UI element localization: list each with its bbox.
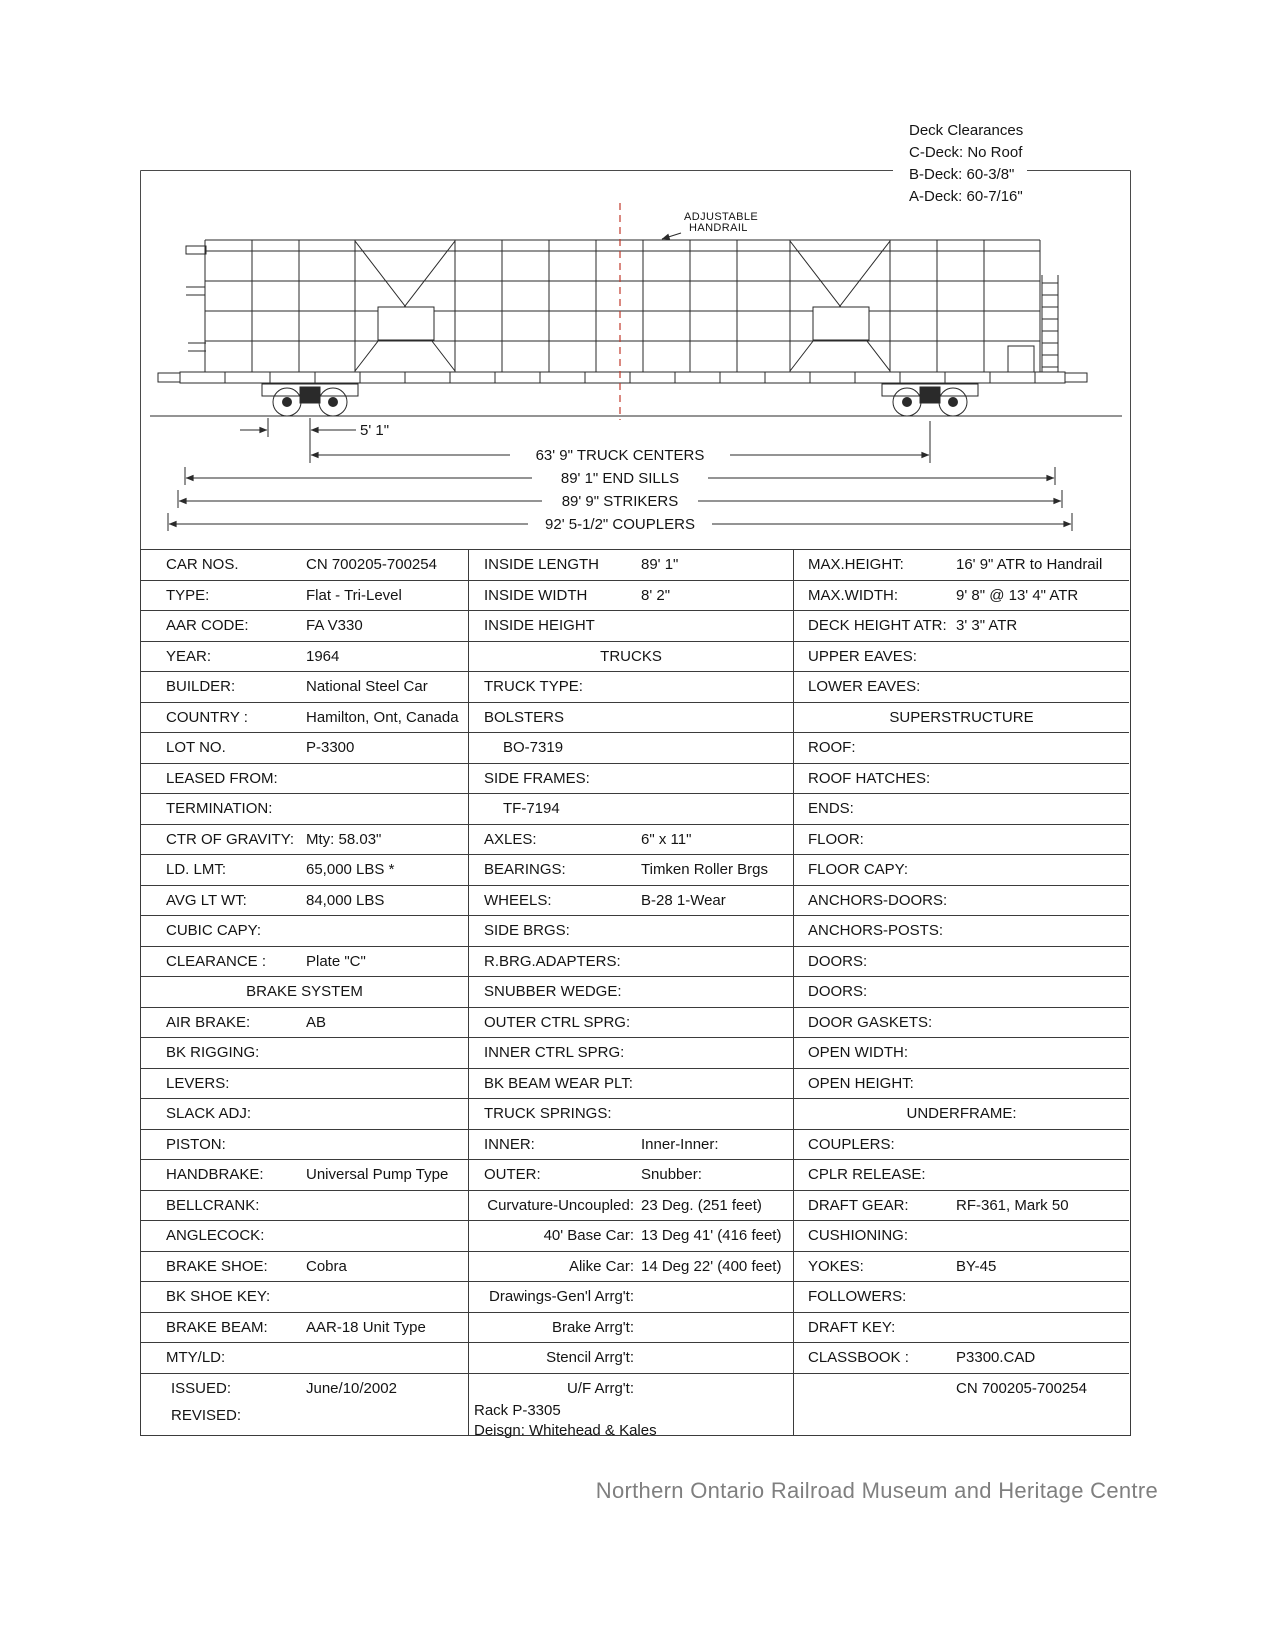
row-value: AAR-18 Unit Type <box>306 1318 426 1336</box>
placard-left <box>378 307 434 340</box>
row-label: CTR OF GRAVITY: <box>166 830 295 848</box>
spec-row-curvature-uncoupled <box>469 1191 793 1222</box>
spec-column-dimensions-trucks <box>469 550 794 1439</box>
row-label: OUTER CTRL SPRG: <box>484 1013 631 1031</box>
spec-row-brake-beam <box>141 1313 468 1344</box>
row-label: BUILDER: <box>166 678 236 695</box>
row-value: 9' 8" @ 13' 4" ATR <box>956 586 1079 604</box>
spec-row-blank <box>141 1374 468 1435</box>
row-label: SNUBBER WEDGE: <box>484 983 622 1000</box>
row-value: Plate "C" <box>306 952 366 970</box>
spec-row-anchors-doors <box>794 886 1129 917</box>
row-label: DRAFT GEAR: <box>808 1196 909 1214</box>
section-header: TRUCKS <box>600 647 662 665</box>
spec-row-side-frames <box>469 764 793 795</box>
spec-row-floor <box>794 825 1129 856</box>
row-label: BK SHOE KEY: <box>166 1288 271 1305</box>
row-label: MTY/LD: <box>166 1349 226 1366</box>
spec-row-side-brgs <box>469 916 793 947</box>
handrail-label-1: ADJUSTABLE <box>684 211 759 223</box>
spec-row-inside-width <box>469 581 793 612</box>
row-label: CPLR RELEASE: <box>808 1166 926 1183</box>
row-value: P-3300 <box>306 739 355 756</box>
row-label: FOLLOWERS: <box>808 1288 907 1305</box>
spec-row-underframe <box>794 1099 1129 1130</box>
spec-row-stencil-arrg-t <box>469 1343 793 1374</box>
row-label: INSIDE HEIGHT <box>484 617 595 634</box>
row-label: DECK HEIGHT ATR: <box>808 617 947 634</box>
dim-strikers: 89' 9" STRIKERS <box>561 493 679 510</box>
spec-row-car-nos <box>141 550 468 581</box>
row-label: CUSHIONING: <box>808 1227 909 1244</box>
spec-row-truck-type <box>469 672 793 703</box>
row-value: 84,000 LBS <box>306 891 385 909</box>
spec-row-year <box>141 642 468 673</box>
spec-row-bolsters <box>469 703 793 734</box>
row-label: U/F Arrg't: <box>566 1379 634 1397</box>
handrail-callout <box>662 211 758 239</box>
spec-row-bk-shoe-key <box>141 1282 468 1313</box>
row-value: RF-361, Mark 50 <box>956 1196 1069 1214</box>
museum-footer: Northern Ontario Railroad Museum and Heritage Centre <box>595 1478 1158 1503</box>
row-value: 89' 1" <box>641 556 679 573</box>
coupler-right <box>1065 373 1087 382</box>
dim-truck-centers: 63' 9" TRUCK CENTERS <box>535 447 705 464</box>
row-label: MAX.WIDTH: <box>808 586 898 604</box>
section-header: SUPERSTRUCTURE <box>889 708 1034 726</box>
spec-row-u-f-arrg-t <box>469 1374 793 1439</box>
spec-row-r-brg-adapters <box>469 947 793 978</box>
row-label: OPEN HEIGHT: <box>808 1074 914 1092</box>
row-label: ANCHORS-DOORS: <box>808 891 948 909</box>
row-label: ANGLECOCK: <box>166 1227 265 1244</box>
spec-row-air-brake <box>141 1008 468 1039</box>
spec-row-upper-eaves <box>794 642 1129 673</box>
row-line <box>141 1401 468 1428</box>
spec-row-bk-rigging <box>141 1038 468 1069</box>
spec-row-cplr-release <box>794 1160 1129 1191</box>
row-value: P3300.CAD <box>956 1349 1036 1366</box>
row-label: BEARINGS: <box>484 861 566 878</box>
spec-row-deck-height-atr <box>794 611 1129 642</box>
row-label: Alike Car: <box>568 1257 634 1275</box>
spec-row-trucks <box>469 642 793 673</box>
row-label: ENDS: <box>808 800 854 817</box>
spec-row-inside-length <box>469 550 793 581</box>
row-label: TYPE: <box>166 586 210 604</box>
row-label: TERMINATION: <box>166 800 273 817</box>
spec-table <box>140 549 1131 1439</box>
row-label: LEASED FROM: <box>166 769 278 787</box>
rack-posts <box>205 240 1040 372</box>
spec-row-lower-eaves <box>794 672 1129 703</box>
spec-row-tf-7194 <box>469 794 793 825</box>
row-label: LEVERS: <box>166 1074 230 1092</box>
spec-row-alike-car <box>469 1252 793 1283</box>
spec-column-general <box>141 550 469 1435</box>
row-label: AIR BRAKE: <box>166 1013 251 1031</box>
row-value: Cobra <box>306 1257 347 1275</box>
x-bracing <box>355 241 890 371</box>
spec-row-truck-springs <box>469 1099 793 1130</box>
spec-row-roof <box>794 733 1129 764</box>
spec-row-piston <box>141 1130 468 1161</box>
railcar-diagram <box>0 115 1275 550</box>
spec-row-type <box>141 581 468 612</box>
row-value: 8' 2" <box>641 586 671 604</box>
row-label: Drawings-Gen'l Arrg't: <box>489 1288 634 1305</box>
spec-row-mty-ld <box>141 1343 468 1374</box>
row-value: National Steel Car <box>306 678 428 695</box>
row-line <box>469 1374 793 1401</box>
row-label: INSIDE LENGTH <box>484 556 600 573</box>
row-label: ISSUED: <box>171 1379 232 1397</box>
spec-row-brake-system <box>141 977 468 1008</box>
row-value: Snubber: <box>641 1166 702 1183</box>
row-line <box>141 1374 468 1401</box>
row-value: Flat - Tri-Level <box>306 586 402 604</box>
row-label: AAR CODE: <box>166 617 249 634</box>
row-label: ROOF: <box>808 739 856 756</box>
row-label: YOKES: <box>808 1257 864 1275</box>
spec-row-draft-key <box>794 1313 1129 1344</box>
deck-clearances-note <box>905 120 1027 208</box>
row-label: TRUCK TYPE: <box>484 678 583 695</box>
row-label: SIDE FRAMES: <box>484 769 590 787</box>
dim-couplers: 92' 5-1/2" COUPLERS <box>545 516 695 533</box>
row-label: CLASSBOOK : <box>808 1349 909 1366</box>
end-box <box>1008 346 1034 372</box>
row-label: BK BEAM WEAR PLT: <box>484 1074 633 1092</box>
row-label: COUNTRY : <box>166 708 248 726</box>
spec-row-roof-hatches <box>794 764 1129 795</box>
dim-end-sills: 89' 1" END SILLS <box>560 470 680 487</box>
spec-row-cn-700205-700254 <box>794 1374 1129 1435</box>
row-label: CLEARANCE : <box>166 952 267 970</box>
note-line: Deisgn: Whitehead & Kales <box>474 1421 657 1439</box>
row-label: INNER: <box>484 1135 535 1153</box>
row-label: YEAR: <box>166 647 212 665</box>
spec-row-max-width <box>794 581 1129 612</box>
truck-right <box>882 384 978 416</box>
spec-row-avg-lt-wt <box>141 886 468 917</box>
row-label: FLOOR: <box>808 830 864 848</box>
spec-row-clearance <box>141 947 468 978</box>
row-label: REVISED: <box>171 1406 242 1424</box>
row-value: 6" x 11" <box>641 830 692 848</box>
row-value: Universal Pump Type <box>306 1166 449 1183</box>
spec-row-lot-no <box>141 733 468 764</box>
row-label: TF-7194 <box>503 800 560 817</box>
row-label: BRAKE BEAM: <box>166 1318 268 1336</box>
row-value: Mty: 58.03" <box>306 830 382 848</box>
row-value: 65,000 LBS * <box>306 861 395 878</box>
row-label: UPPER EAVES: <box>808 647 917 665</box>
spec-row-builder <box>141 672 468 703</box>
row-value: June/10/2002 <box>306 1379 397 1397</box>
spec-row-anchors-posts <box>794 916 1129 947</box>
spec-row-max-height <box>794 550 1129 581</box>
spec-row-ends <box>794 794 1129 825</box>
row-label: CAR NOS. <box>166 556 239 573</box>
row-label: LOWER EAVES: <box>808 678 921 695</box>
row-label: FLOOR CAPY: <box>808 861 909 878</box>
row-value: 14 Deg 22' (400 feet) <box>641 1257 782 1275</box>
spec-row-bk-beam-wear-plt <box>469 1069 793 1100</box>
spec-row-leased-from <box>141 764 468 795</box>
spec-column-body-underframe <box>794 550 1129 1435</box>
spec-row-inner <box>469 1130 793 1161</box>
row-value: CN 700205-700254 <box>306 556 437 573</box>
spec-row-ctr-of-gravity <box>141 825 468 856</box>
row-value: 13 Deg 41' (416 feet) <box>641 1227 782 1244</box>
spec-row-yokes <box>794 1252 1129 1283</box>
row-label: BO-7319 <box>503 739 564 756</box>
deck-sill <box>180 372 1065 383</box>
spec-row-handbrake <box>141 1160 468 1191</box>
spec-row-doors <box>794 947 1129 978</box>
spec-row-ld-lmt <box>141 855 468 886</box>
row-label: OUTER: <box>484 1166 541 1183</box>
spec-row-open-width <box>794 1038 1129 1069</box>
deck-clearances-title: Deck Clearances <box>909 122 1024 139</box>
row-label: Stencil Arrg't: <box>546 1349 634 1366</box>
spec-row-floor-capy <box>794 855 1129 886</box>
row-label: OPEN WIDTH: <box>808 1044 908 1061</box>
row-label: BK RIGGING: <box>166 1044 260 1061</box>
railcar-side-view <box>150 240 1122 416</box>
spec-row-inside-height <box>469 611 793 642</box>
deck-clearance-b: B-Deck: 60-3/8" <box>909 166 1015 183</box>
row-label: DRAFT KEY: <box>808 1318 896 1336</box>
spec-row-anglecock <box>141 1221 468 1252</box>
row-value: 16' 9" ATR to Handrail <box>956 556 1103 573</box>
row-label: ROOF HATCHES: <box>808 769 931 787</box>
row-label: Curvature-Uncoupled: <box>487 1196 634 1214</box>
spec-row-snubber-wedge <box>469 977 793 1008</box>
row-label: SLACK ADJ: <box>166 1105 252 1122</box>
placard-right <box>813 307 869 340</box>
spec-row-cubic-capy <box>141 916 468 947</box>
row-label: BOLSTERS <box>484 708 565 726</box>
spec-row-inner-ctrl-sprg <box>469 1038 793 1069</box>
row-label: AVG LT WT: <box>166 891 247 909</box>
end-ladder <box>1042 275 1058 372</box>
spec-row-cushioning <box>794 1221 1129 1252</box>
row-label: COUPLERS: <box>808 1135 895 1153</box>
deck-clearance-c: C-Deck: No Roof <box>909 144 1023 161</box>
rack-rails <box>205 240 1040 341</box>
note-line: Rack P-3305 <box>474 1401 561 1419</box>
spec-row-brake-arrg-t <box>469 1313 793 1344</box>
spec-row-open-height <box>794 1069 1129 1100</box>
row-label: BELLCRANK: <box>166 1196 260 1214</box>
dim-truck-offset: 5' 1" <box>360 422 390 439</box>
spec-row-brake-shoe <box>141 1252 468 1283</box>
truck-left <box>262 384 358 416</box>
row-value: 23 Deg. (251 feet) <box>641 1196 762 1214</box>
row-label: SIDE BRGS: <box>484 922 570 939</box>
row-label: ANCHORS-POSTS: <box>808 922 944 939</box>
row-label: AXLES: <box>484 830 537 848</box>
spec-row-bearings <box>469 855 793 886</box>
row-label: LOT NO. <box>166 739 226 756</box>
spec-row-door-gaskets <box>794 1008 1129 1039</box>
section-header: BRAKE SYSTEM <box>246 983 363 1000</box>
row-label: R.BRG.ADAPTERS: <box>484 952 621 970</box>
row-label: DOOR GASKETS: <box>808 1013 933 1031</box>
spec-row-couplers <box>794 1130 1129 1161</box>
row-value: CN 700205-700254 <box>956 1379 1087 1397</box>
row-value: B-28 1-Wear <box>641 891 726 909</box>
spec-row-outer-ctrl-sprg <box>469 1008 793 1039</box>
row-label: INSIDE WIDTH <box>484 586 588 604</box>
spec-row-doors <box>794 977 1129 1008</box>
row-label: DOORS: <box>808 952 868 970</box>
row-label: TRUCK SPRINGS: <box>484 1105 612 1122</box>
row-value: Timken Roller Brgs <box>641 861 768 878</box>
spec-row-country <box>141 703 468 734</box>
row-label: BRAKE SHOE: <box>166 1257 268 1275</box>
spec-row-bo-7319 <box>469 733 793 764</box>
spec-row-40-base-car <box>469 1221 793 1252</box>
row-label: 40' Base Car: <box>543 1227 634 1244</box>
spec-row-bellcrank <box>141 1191 468 1222</box>
section-header: UNDERFRAME: <box>906 1105 1017 1122</box>
row-label: HANDBRAKE: <box>166 1166 264 1183</box>
row-value: 1964 <box>306 647 340 665</box>
row-value: FA V330 <box>306 617 363 634</box>
row-label: INNER CTRL SPRG: <box>484 1044 625 1061</box>
spec-row-classbook <box>794 1343 1129 1374</box>
row-value: 3' 3" ATR <box>956 617 1018 634</box>
row-label: WHEELS: <box>484 891 552 909</box>
spec-row-aar-code <box>141 611 468 642</box>
spec-row-followers <box>794 1282 1129 1313</box>
row-label: LD. LMT: <box>166 861 227 878</box>
row-value: BY-45 <box>956 1257 997 1275</box>
row-label: MAX.HEIGHT: <box>808 556 904 573</box>
spec-row-termination <box>141 794 468 825</box>
spec-row-draft-gear <box>794 1191 1129 1222</box>
spec-row-slack-adj <box>141 1099 468 1130</box>
left-end-details <box>186 246 206 351</box>
row-label: DOORS: <box>808 983 868 1000</box>
row-value: Inner-Inner: <box>641 1135 719 1153</box>
spec-row-superstructure <box>794 703 1129 734</box>
row-value: AB <box>306 1013 327 1031</box>
spec-row-axles <box>469 825 793 856</box>
spec-row-levers <box>141 1069 468 1100</box>
deck-clearance-a: A-Deck: 60-7/16" <box>909 188 1023 205</box>
handrail-label-2: HANDRAIL <box>689 222 748 234</box>
spec-row-outer <box>469 1160 793 1191</box>
row-label: PISTON: <box>166 1135 226 1153</box>
row-label: Brake Arrg't: <box>551 1318 634 1336</box>
row-value: Hamilton, Ont, Canada <box>306 708 459 726</box>
spec-row-wheels <box>469 886 793 917</box>
row-label: CUBIC CAPY: <box>166 922 262 939</box>
coupler-left <box>158 373 180 382</box>
spec-row-drawings-gen-l-arrg-t <box>469 1282 793 1313</box>
